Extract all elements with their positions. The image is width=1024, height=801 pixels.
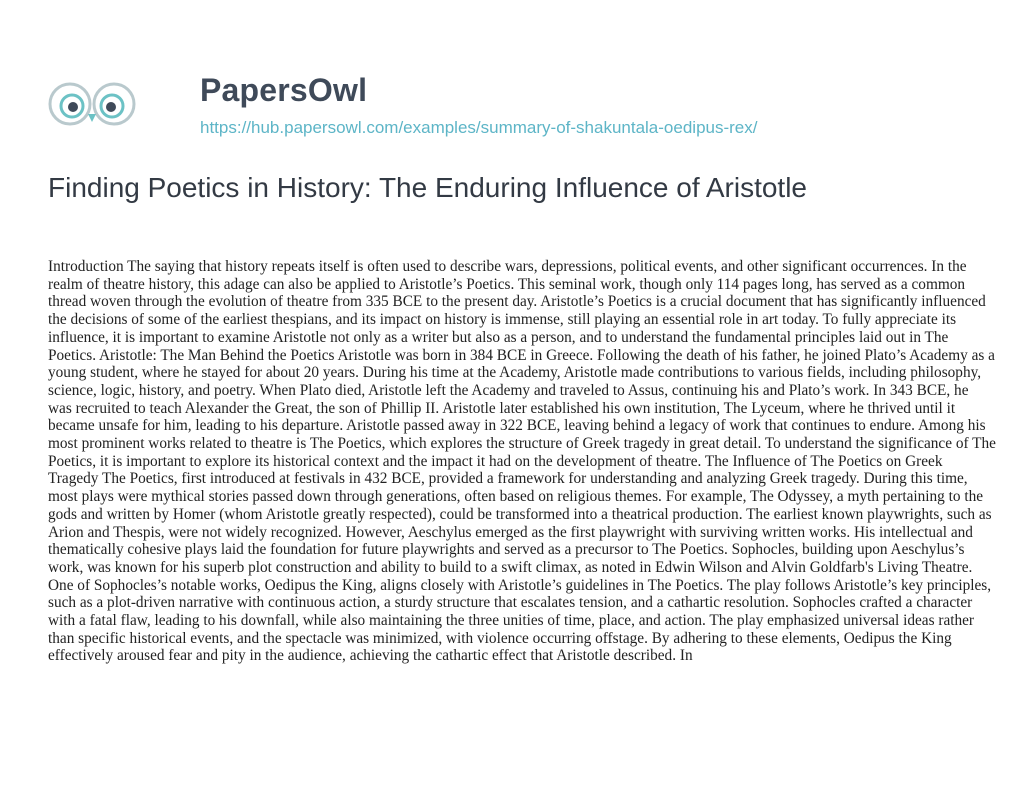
document-title: Finding Poetics in History: The Enduring Influence of Aristotle [48,172,807,203]
brand-name: PapersOwl [200,72,368,108]
site-header [48,42,988,137]
source-url-link[interactable]: https://hub.papersowl.com/examples/summary-of-shakuntala-oedipus-rex/ [200,118,758,137]
document-body: Introduction The saying that history repeats itself is often used to describe wars, depressions, political events, and other significant occurrences. In the realm of theatre history, this adage can also be applied to Aristotle’s Poetics. This seminal work, though only 114 pages long, has served as a common thread woven through the evolution of theatre from 335 BCE to the present day. Aristotle’s Poetics is a crucial document that has significantly influenced the decisions of some of the earliest thespians, and its impact on history is immense, still playing an essential role in art today. To fully appreciate its influence, it is important to examine Aristotle not only as a writer but also as a person, and to understand the fundamental principles laid out in The Poetics. Aristotle: The Man Behind the Poetics Aristotle was born in 384 BCE in Greece. Following the death of his father, he joined Plato’s Academy as a young student, where he stayed for about 20 years. During his time at the Academy, Aristotle made contributions to various fields, including philosophy, science, logic, history, and poetry. When Plato died, Aristotle left the Academy and traveled to Assus, continuing his and Plato’s work. In 343 BCE, he was recruited to teach Alexander the Great, the son of Phillip II. Aristotle later established his own institution, The Lyceum, where he thrived until it became unsafe for him, leading to his departure. Aristotle passed away in 322 BCE, leaving behind a legacy of work that continues to endure. Among his most prominent works related to theatre is The Poetics, which explores the structure of Greek tragedy in great detail. To understand the significance of The Poetics, it is important to explore its historical context and the impact it had on the development of theatre. The Influence of The Poetics on Greek Tragedy The Poetics, first introduced at festivals in 432 BCE, provided a framework for understanding and analyzing Greek tragedy. During this time, most plays were mythical stories passed down through generations, often based on religious themes. For example, The Odyssey, a myth pertaining to the gods and written by Homer (whom Aristotle greatly respected), could be transformed into a theatrical production. The earliest known playwrights, such as Arion and Thespis, were not widely recognized. However, Aeschylus emerged as the first playwright with surviving written works. His intellectual and thematically cohesive plays laid the foundation for future playwrights and served as a precursor to The Poetics. Sophocles, building upon Aeschylus’s work, was known for his superb plot construction and ability to build to a swift climax, as noted in Edwin Wilson and Alvin Goldfarb's Living Theatre. One of Sophocles’s notable works, Oedipus the King, aligns closely with Aristotle’s guidelines in The Poetics. The play follows Aristotle’s key principles, such as a plot-driven narrative with continuous action, a sturdy structure that escalates tension, and a cathartic resolution. Sophocles crafted a character with a fatal flaw, leading to his downfall, while also maintaining the three unities of time, place, and action. The play emphasized universal ideas rather than specific historical events, and the spectacle was minimized, with violence occurring offstage. By adhering to these elements, Oedipus the King effectively aroused fear and pity in the audience, achieving the cathartic effect that Aristotle described. In [48,258,996,665]
owl-eyes-icon [48,70,138,136]
